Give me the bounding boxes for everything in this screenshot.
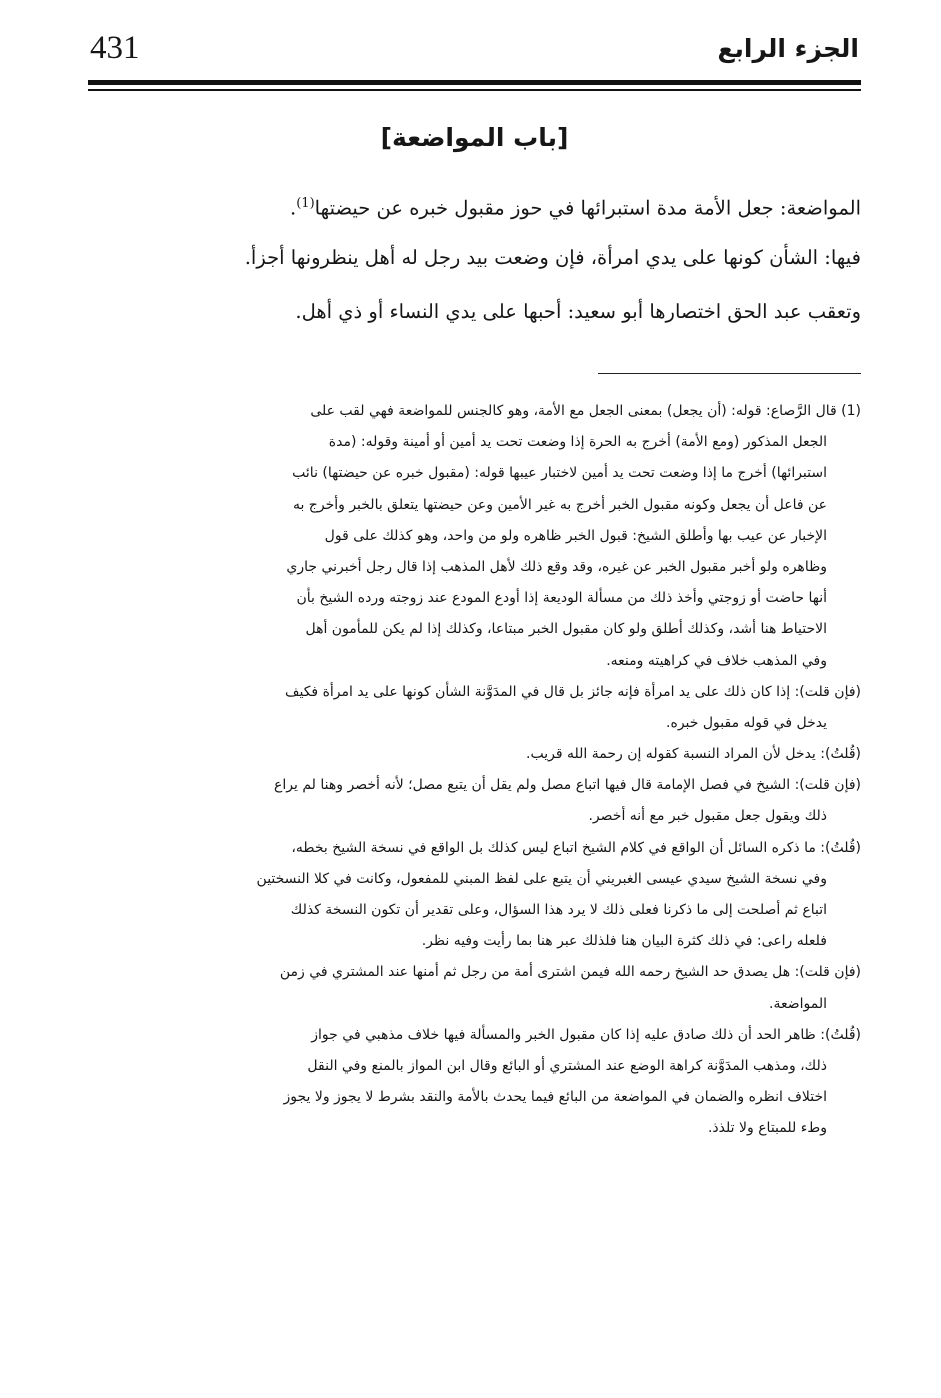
footnote-marker: (1): [296, 196, 315, 211]
footnote-line: أنها حاضت أو زوجتي وأخذ ذلك من مسألة الوديعة إذا أودع المودع عند زوجته ورده الشيخ بأن: [296, 590, 827, 607]
footnote-line: وطء للمبتاع ولا تلذذ.: [707, 1120, 827, 1137]
footnote-line: (فإن قلت): الشيخ في فصل الإمامة قال فيها اتباع مصل ولم يقل أن يتبع مصل؛ لأنه أخصر وهنا لم يراع: [274, 777, 861, 794]
main-text: [161, 184, 861, 346]
main-line: فيها: الشأن كونها على يدي امرأة، فإن وضعت بيد رجل له أهل ينظرونها أجزأ.: [244, 246, 861, 269]
footnote-line: الاحتياط هنا أشد، وكذلك أطلق ولو كان مقبول الخبر مبتاعا، وكذلك إذا لم يكن للمأمون أهل: [305, 621, 827, 638]
header-rule-thin: [88, 89, 861, 91]
footnote-line: (قُلتُ): يدخل لأن المراد النسبة كقوله إن رحمة الله قريب.: [526, 746, 861, 763]
footnote-line: استبرائها) أخرج ما إذا وضعت تحت يد أمين لاختبار عيبها قوله: (مقبول خبره عن حيضتها) نائب: [292, 465, 827, 482]
header-rule-thick: [88, 80, 861, 85]
footnote-line: الإخبار عن عيب بها وأطلق الشيخ: قبول الخبر ظاهره ولو من واحد، وهو كذلك على قول: [324, 527, 827, 544]
footnote-line: (قُلتُ): ما ذكره السائل أن الواقع في كلام الشيخ اتباع ليس كذلك بل الواقع في نسخة الشيخ بخطه،: [291, 839, 861, 856]
footnote-line: فلعله راعى: في ذلك كثرة البيان هنا فلذلك عبر هنا بما رأيت وفيه نظر.: [421, 933, 827, 950]
main-line: [161, 184, 861, 238]
footnote-line: عن فاعل أن يجعل وكونه مقبول الخبر أخرج به غير الأمين وعن حيضتها يتعلق بالخبر وأخرج به: [292, 496, 827, 513]
footnote-line: وظاهره ولو أخبر مقبول الخبر عن غيره، وقد وقع ذلك لأهل المذهب إذا قال رجل أخبرني جاري: [286, 558, 827, 575]
main-line: وتعقب عبد الحق اختصارها أبو سعيد: أحبها على يدي النساء أو ذي أهل.: [295, 300, 861, 323]
footnote-line: ذلك، ومذهب المدَوَّنة كراهة الوضع عند المشتري أو البائع وقال ابن المواز بالمنع وفي النقل: [307, 1057, 827, 1074]
footnote-line: المواضعة.: [769, 995, 827, 1012]
footnote-line: اختلاف انظره والضمان في المواضعة من البائع فيما يحدث بالأمة والنقد بشرط لا يجوز ولا يجوز: [283, 1089, 827, 1106]
footnote-line: يدخل في قوله مقبول خبره.: [666, 714, 827, 731]
running-header-title: الجزء الرابع: [717, 34, 859, 63]
section-heading: [باب المواضعة]: [380, 123, 569, 152]
footnote-line: اتباع ثم أصلحت إلى ما ذكرنا فعلى ذلك لا يرد هذا السؤال، وعلى تقدير أن تكون النسخة كذلك: [290, 902, 827, 918]
footnote-line: ذلك ويقول جعل مقبول خبر مع أنه أخصر.: [588, 808, 827, 825]
footnotes: [71, 396, 861, 1145]
footnote-line: (فإن قلت): هل يصدق حد الشيخ رحمه الله فيمن اشترى أمة من رجل ثم أمنها عند المشتري في زمن: [279, 964, 861, 981]
footnote-line: (فإن قلت): إذا كان ذلك على يد امرأة فإنه جائز بل قال في المدَوَّنة الشأن كونها على يد امرأة فكيف: [284, 683, 861, 700]
footnote-separator: [598, 373, 861, 374]
footnote-line: وفي نسخة الشيخ سيدي عيسى الغبريني أن يتبع على لفظ المبني للمفعول، وكانت في كلا النسختين: [256, 870, 827, 887]
main-line-text: المواضعة: جعل الأمة مدة استبرائها في حوز مقبول خبره عن حيضتها: [314, 196, 861, 220]
footnote-line: (1) قال الرَّصاع: قوله: (أن يجعل) بمعنى الجعل مع الأمة، وهو كالجنس للمواضعة فهي لقب على: [310, 403, 861, 419]
footnote-line: (قُلتُ): ظاهر الحد أن ذلك صادق عليه إذا كان مقبول الخبر والمسألة فيها خلاف مذهبي في جواز: [311, 1026, 861, 1043]
footnote-line: وفي المذهب خلاف في كراهيته ومنعه.: [606, 652, 827, 669]
page-number: 431: [90, 30, 140, 66]
footnote-line: الجعل المذكور (ومع الأمة) أخرج به الحرة إذا وضعت تحت يد أمين أو أمينة وقوله: (مدة: [328, 434, 827, 451]
main-line-end: .: [290, 196, 297, 220]
